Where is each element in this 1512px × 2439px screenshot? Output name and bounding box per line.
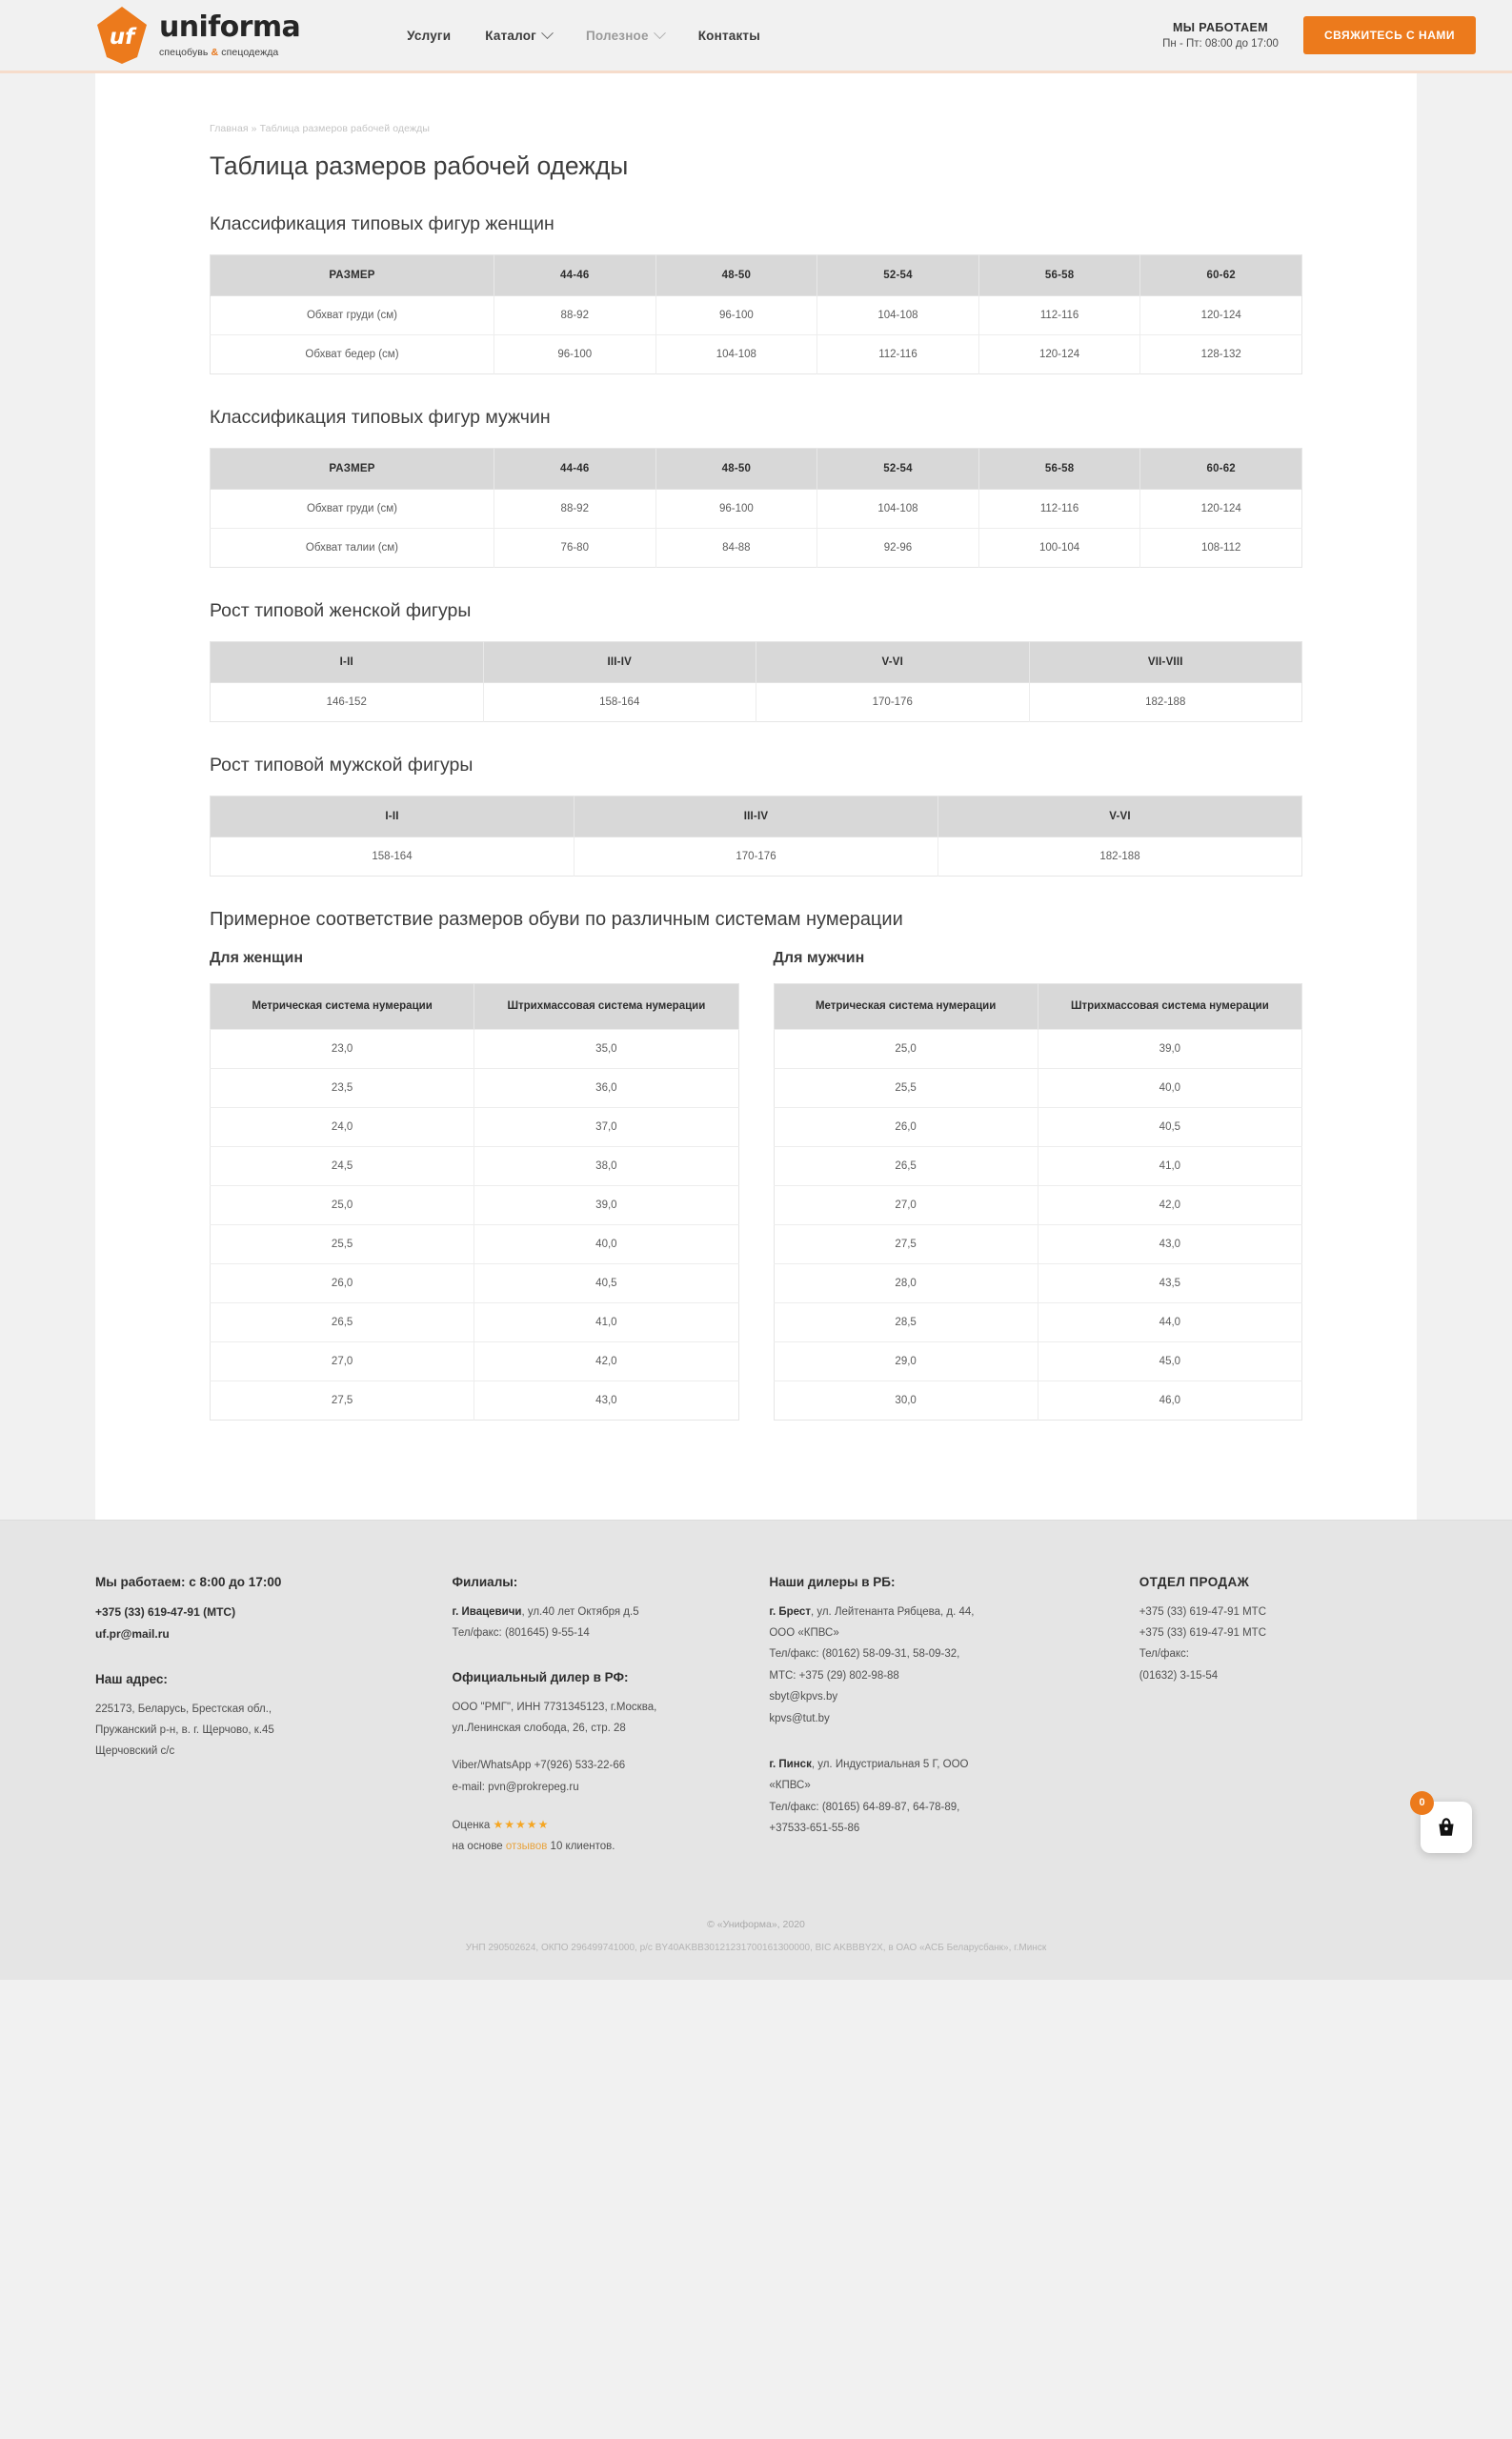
table-cell: 42,0: [1038, 1186, 1301, 1225]
table-cell: 35,0: [474, 1030, 738, 1069]
subtitle-for-women: Для женщин: [210, 950, 304, 966]
page-content: [95, 73, 1417, 1520]
table-cell: 25,5: [774, 1069, 1038, 1108]
footer-dealer-ru-heading: Официальный дилер в РФ:: [452, 1670, 629, 1685]
table-cell: 170-176: [756, 683, 1030, 722]
cart-count-badge: 0: [1410, 1791, 1434, 1815]
table-cell: 26,0: [774, 1108, 1038, 1147]
table-men-figures: [210, 448, 1302, 568]
footer-sales-heading: ОТДЕЛ ПРОДАЖ: [1139, 1575, 1250, 1590]
dealer-city: г. Брест: [769, 1605, 811, 1618]
column-header: III-IV: [483, 642, 756, 683]
table-cell: 28,5: [774, 1303, 1038, 1342]
nav-label: Услуги: [407, 28, 452, 43]
column-header: V-VI: [756, 642, 1030, 683]
rating-basis-row: [452, 1837, 744, 1858]
table-cell: 40,0: [474, 1225, 738, 1264]
nav-item-contacts[interactable]: [698, 29, 760, 43]
dealer-city: г. Пинск: [769, 1759, 812, 1771]
table-cell: 27,0: [211, 1342, 474, 1381]
table-cell: 182-188: [938, 837, 1302, 877]
spacer: [452, 1798, 744, 1814]
site-header: [0, 0, 1512, 73]
table-cell: 39,0: [474, 1186, 738, 1225]
section-title-women-height: Рост типовой женской фигуры: [210, 600, 472, 621]
footer-column-branches: [452, 1573, 769, 1858]
dealer-pinsk-phone-2: +37533-651-55-86: [769, 1823, 860, 1835]
table-cell: 120-124: [978, 335, 1140, 374]
section-title-women-figures: Классификация типовых фигур женщин: [210, 213, 554, 234]
table-row: [211, 1342, 739, 1381]
nav-item-catalog[interactable]: [485, 29, 552, 43]
table-cell: 23,5: [211, 1069, 474, 1108]
table-row: [774, 1108, 1302, 1147]
table-row: [774, 1381, 1302, 1421]
subtitle-for-men: Для мужчин: [773, 950, 865, 966]
table-row: [211, 1225, 739, 1264]
dealer-address: , ул. Лейтенанта Рябцева, д. 44,: [810, 1605, 975, 1618]
table-row: [211, 1186, 739, 1225]
tagline-right: спецодежда: [221, 46, 279, 58]
table-cell: 26,0: [211, 1264, 474, 1303]
svg-text:uf: uf: [109, 25, 135, 50]
logo-shield-icon: [95, 6, 149, 65]
shoe-tables-row: [210, 950, 1302, 1421]
table-cell: 96-100: [655, 490, 817, 529]
table-cell: 112-116: [978, 296, 1140, 335]
table-cell: 88-92: [494, 490, 655, 529]
nav-label: Каталог: [485, 28, 536, 43]
table-cell: 76-80: [494, 529, 655, 568]
site-footer: [0, 1520, 1512, 1886]
column-header: Метрическая система нумерации: [774, 984, 1038, 1030]
nav-label: Контакты: [697, 28, 760, 43]
dealer-brest-email-2[interactable]: kpvs@tut.by: [769, 1712, 830, 1724]
reviews-link[interactable]: отзывов: [505, 1841, 548, 1853]
table-row: [774, 1147, 1302, 1186]
table-cell: 120-124: [1140, 296, 1302, 335]
column-header: Метрическая система нумерации: [211, 984, 474, 1030]
footer-bottom-bar: [0, 1886, 1512, 1980]
dealer-brest-org: ООО «КПВС»: [769, 1626, 839, 1639]
table-women-figures: [210, 254, 1302, 374]
logo-tagline: [159, 48, 300, 58]
footer-phone[interactable]: +375 (33) 619-47-91 (МТС): [95, 1604, 236, 1619]
table-row: [774, 1342, 1302, 1381]
footer-branch-phone: Тел/факс: (801645) 9-55-14: [452, 1626, 590, 1639]
sales-phone[interactable]: +375 (33) 619-47-91 МТС: [1139, 1605, 1266, 1618]
section-men-figures: [210, 407, 1302, 568]
branch-city: г. Ивацевичи: [452, 1605, 522, 1618]
column-header: I-II: [211, 642, 484, 683]
table-cell: 146-152: [211, 683, 484, 722]
column-header: 60-62: [1140, 449, 1302, 490]
table-cell: 39,0: [1038, 1030, 1301, 1069]
table-cell: 158-164: [211, 837, 575, 877]
table-row: [211, 683, 1302, 722]
rating-label: Оценка: [452, 1820, 491, 1832]
breadcrumb-home-link[interactable]: Главная: [210, 123, 249, 134]
spacer: [769, 1729, 1114, 1754]
table-cell: 26,5: [211, 1303, 474, 1342]
header-right-group: [1162, 16, 1476, 54]
table-cell: 25,0: [774, 1030, 1038, 1069]
table-cell: 170-176: [575, 837, 938, 877]
table-row: [774, 1264, 1302, 1303]
table-cell: 108-112: [1140, 529, 1302, 568]
footer-dealer-line: ул.Ленинская слобода, 26, стр. 28: [452, 1723, 626, 1735]
footer-column-dealers: [769, 1573, 1139, 1858]
table-cell: 25,0: [211, 1186, 474, 1225]
sales-fax-number: (01632) 3-15-54: [1139, 1669, 1219, 1682]
logo-wordmark: uniforma: [159, 10, 301, 44]
tagline-left: спецобувь: [159, 46, 209, 58]
table-header-row: [211, 984, 739, 1030]
chevron-down-icon: [541, 27, 554, 39]
table-row: [211, 1030, 739, 1069]
table-cell: 96-100: [494, 335, 655, 374]
footer-address-line: 225173, Беларусь, Брестская обл.,: [95, 1703, 272, 1715]
footer-branches-heading: Филиалы:: [452, 1575, 518, 1590]
section-title-men-height: Рост типовой мужской фигуры: [210, 755, 474, 776]
column-header: 44-46: [494, 449, 655, 490]
footer-dealers-heading: Наши дилеры в РБ:: [769, 1575, 896, 1590]
column-header: 48-50: [655, 255, 817, 296]
table-header-row: [211, 796, 1302, 837]
footer-columns: [95, 1573, 1417, 1858]
table-cell: 37,0: [474, 1108, 738, 1147]
table-cell: 120-124: [1140, 490, 1302, 529]
table-cell: 43,5: [1038, 1264, 1301, 1303]
table-header-row: [211, 449, 1302, 490]
table-cell: 26,5: [774, 1147, 1038, 1186]
section-women-figures: [210, 213, 1302, 374]
table-row: [211, 1069, 739, 1108]
nav-label: Полезное: [585, 28, 649, 43]
spacer: [452, 1739, 744, 1755]
shopping-basket-icon: [1433, 1814, 1460, 1841]
table-row: [774, 1030, 1302, 1069]
table-row: [774, 1186, 1302, 1225]
table-cell: 25,5: [211, 1225, 474, 1264]
table-row: [211, 335, 1302, 374]
table-cell: 27,5: [774, 1225, 1038, 1264]
table-cell: 128-132: [1140, 335, 1302, 374]
copyright-text: © «Униформа», 2020: [707, 1918, 805, 1930]
table-row: [211, 529, 1302, 568]
section-men-height: [210, 755, 1302, 877]
nav-item-services[interactable]: [407, 29, 451, 43]
rating-row: [452, 1814, 744, 1837]
section-title-shoe-sizes: Примерное соответствие размеров обуви по различным системам нумерации: [210, 909, 903, 930]
table-cell: 96-100: [655, 296, 817, 335]
table-row: [211, 1264, 739, 1303]
table-cell: 36,0: [474, 1069, 738, 1108]
table-cell: 44,0: [1038, 1303, 1301, 1342]
column-header: 44-46: [494, 255, 655, 296]
dealer-pinsk-phone: Тел/факс: (80165) 64-89-87, 64-78-89,: [769, 1801, 960, 1813]
table-cell: 104-108: [817, 296, 979, 335]
table-cell: 41,0: [474, 1303, 738, 1342]
footer-address-line: Пружанский р-н, в. г. Щерчово, к.45: [95, 1723, 274, 1736]
shoe-table-women-block: [210, 950, 739, 1421]
section-women-height: [210, 600, 1302, 722]
table-cell: Обхват талии (см): [211, 529, 494, 568]
table-cell: 88-92: [494, 296, 655, 335]
footer-dealer-email[interactable]: e-mail: pvn@prokrepeg.ru: [452, 1781, 579, 1793]
rating-suffix: 10 клиентов.: [550, 1841, 615, 1853]
table-cell: 45,0: [1038, 1342, 1301, 1381]
column-header: 52-54: [817, 255, 979, 296]
table-cell: 29,0: [774, 1342, 1038, 1381]
page-title: Таблица размеров рабочей одежды: [210, 151, 629, 180]
table-cell: 30,0: [774, 1381, 1038, 1421]
column-header: 56-58: [978, 255, 1140, 296]
footer-column-sales: [1139, 1573, 1417, 1858]
table-men-height: [210, 796, 1302, 877]
sales-phone[interactable]: +375 (33) 619-47-91 МТС: [1139, 1626, 1266, 1639]
column-header: 52-54: [817, 449, 979, 490]
table-header-row: [211, 255, 1302, 296]
table-cell: 28,0: [774, 1264, 1038, 1303]
tagline-amp: &: [211, 46, 219, 58]
table-cell: 104-108: [655, 335, 817, 374]
dealer-brest-email-1[interactable]: sbyt@kpvs.by: [769, 1691, 838, 1703]
table-cell: 112-116: [817, 335, 979, 374]
shoe-table-men-block: [774, 950, 1303, 1421]
column-header: Штрихмассовая система нумерации: [474, 984, 738, 1030]
floating-cart-button[interactable]: [1419, 1797, 1472, 1853]
table-cell: 27,0: [774, 1186, 1038, 1225]
dealer-pinsk-line: [769, 1754, 1114, 1775]
table-cell: 27,5: [211, 1381, 474, 1421]
main-navigation: [407, 29, 760, 43]
table-cell: 84-88: [655, 529, 817, 568]
column-header: РАЗМЕР: [211, 449, 494, 490]
breadcrumb-current: Таблица размеров рабочей одежды: [259, 123, 430, 134]
table-cell: 41,0: [1038, 1147, 1301, 1186]
breadcrumb: [210, 123, 1302, 134]
table-row: [211, 1303, 739, 1342]
table-cell: 112-116: [978, 490, 1140, 529]
column-header: V-VI: [938, 796, 1302, 837]
column-header: I-II: [211, 796, 575, 837]
table-cell: 182-188: [1029, 683, 1302, 722]
table-row: [774, 1069, 1302, 1108]
table-cell: 24,5: [211, 1147, 474, 1186]
table-cell: 42,0: [474, 1342, 738, 1381]
table-women-height: [210, 641, 1302, 722]
column-header: РАЗМЕР: [211, 255, 494, 296]
working-hours: [1162, 19, 1279, 52]
site-logo[interactable]: [95, 6, 300, 65]
table-cell: 100-104: [978, 529, 1140, 568]
sales-fax-label: Тел/факс:: [1139, 1648, 1189, 1661]
footer-email[interactable]: uf.pr@mail.ru: [95, 1626, 170, 1641]
table-row: [211, 490, 1302, 529]
rating-stars-icon: ★★★★★: [493, 1818, 550, 1832]
spacer: [452, 1643, 744, 1668]
nav-item-useful[interactable]: [586, 29, 664, 43]
table-cell: Обхват бедер (см): [211, 335, 494, 374]
table-cell: 38,0: [474, 1147, 738, 1186]
table-cell: 46,0: [1038, 1381, 1301, 1421]
table-row: [211, 1381, 739, 1421]
table-cell: 40,5: [1038, 1108, 1301, 1147]
dealer-brest-line: [769, 1602, 1114, 1623]
branch-address: , ул.40 лет Октября д.5: [521, 1605, 639, 1618]
legal-requisites-text: УНП 290502624, ОКПО 296499741000, р/с BY40AKBB30121231700161300000, BIC AKBBBY2X, в ОАО «АСБ Беларусбанк», г.Минск: [465, 1942, 1047, 1953]
column-header: III-IV: [575, 796, 938, 837]
table-row: [774, 1225, 1302, 1264]
table-cell: 43,0: [474, 1381, 738, 1421]
dealer-address: , ул. Индустриальная 5 Г, ООО: [811, 1759, 969, 1771]
table-cell: 24,0: [211, 1108, 474, 1147]
table-row: [211, 1147, 739, 1186]
table-row: [211, 837, 1302, 877]
section-title-men-figures: Классификация типовых фигур мужчин: [210, 407, 551, 428]
footer-branch-line: [452, 1602, 744, 1623]
footer-viber-whatsapp: Viber/WhatsApp +7(926) 533-22-66: [452, 1760, 626, 1772]
table-cell: 40,0: [1038, 1069, 1301, 1108]
column-header: Штрихмассовая система нумерации: [1038, 984, 1301, 1030]
dealer-brest-mts: МТС: +375 (29) 802-98-88: [769, 1669, 899, 1682]
spacer: [95, 1645, 427, 1670]
footer-working-hours: Мы работаем: с 8:00 до 17:00: [95, 1575, 282, 1590]
footer-dealer-line: ООО "РМГ", ИНН 7731345123, г.Москва,: [452, 1701, 657, 1713]
table-row: [211, 296, 1302, 335]
footer-column-contacts: [95, 1573, 452, 1858]
working-hours-schedule: Пн - Пт: 08:00 до 17:00: [1162, 37, 1279, 50]
column-header: 60-62: [1140, 255, 1302, 296]
dealer-pinsk-org: «КПВС»: [769, 1780, 811, 1792]
rating-prefix: на основе: [452, 1841, 503, 1853]
footer-address-line: Щерчовский с/с: [95, 1745, 175, 1758]
column-header: 56-58: [978, 449, 1140, 490]
table-shoe-men: [774, 983, 1303, 1421]
footer-address-heading: Наш адрес:: [95, 1672, 168, 1687]
table-cell: 158-164: [483, 683, 756, 722]
table-header-row: [211, 642, 1302, 683]
contact-us-button[interactable]: СВЯЖИТЕСЬ С НАМИ: [1303, 16, 1476, 54]
column-header: VII-VIII: [1029, 642, 1302, 683]
table-row: [774, 1303, 1302, 1342]
chevron-down-icon: [654, 27, 666, 39]
table-cell: 23,0: [211, 1030, 474, 1069]
table-cell: 104-108: [817, 490, 979, 529]
table-cell: Обхват груди (см): [211, 490, 494, 529]
table-header-row: [774, 984, 1302, 1030]
section-shoe-sizes: [210, 909, 1302, 1421]
table-cell: 40,5: [474, 1264, 738, 1303]
working-hours-title: МЫ РАБОТАЕМ: [1172, 20, 1269, 34]
breadcrumb-separator: »: [251, 123, 257, 134]
dealer-brest-phone: Тел/факс: (80162) 58-09-31, 58-09-32,: [769, 1648, 960, 1661]
table-cell: Обхват груди (см): [211, 296, 494, 335]
table-row: [211, 1108, 739, 1147]
table-cell: 92-96: [817, 529, 979, 568]
table-shoe-women: [210, 983, 739, 1421]
column-header: 48-50: [655, 449, 817, 490]
table-cell: 43,0: [1038, 1225, 1301, 1264]
